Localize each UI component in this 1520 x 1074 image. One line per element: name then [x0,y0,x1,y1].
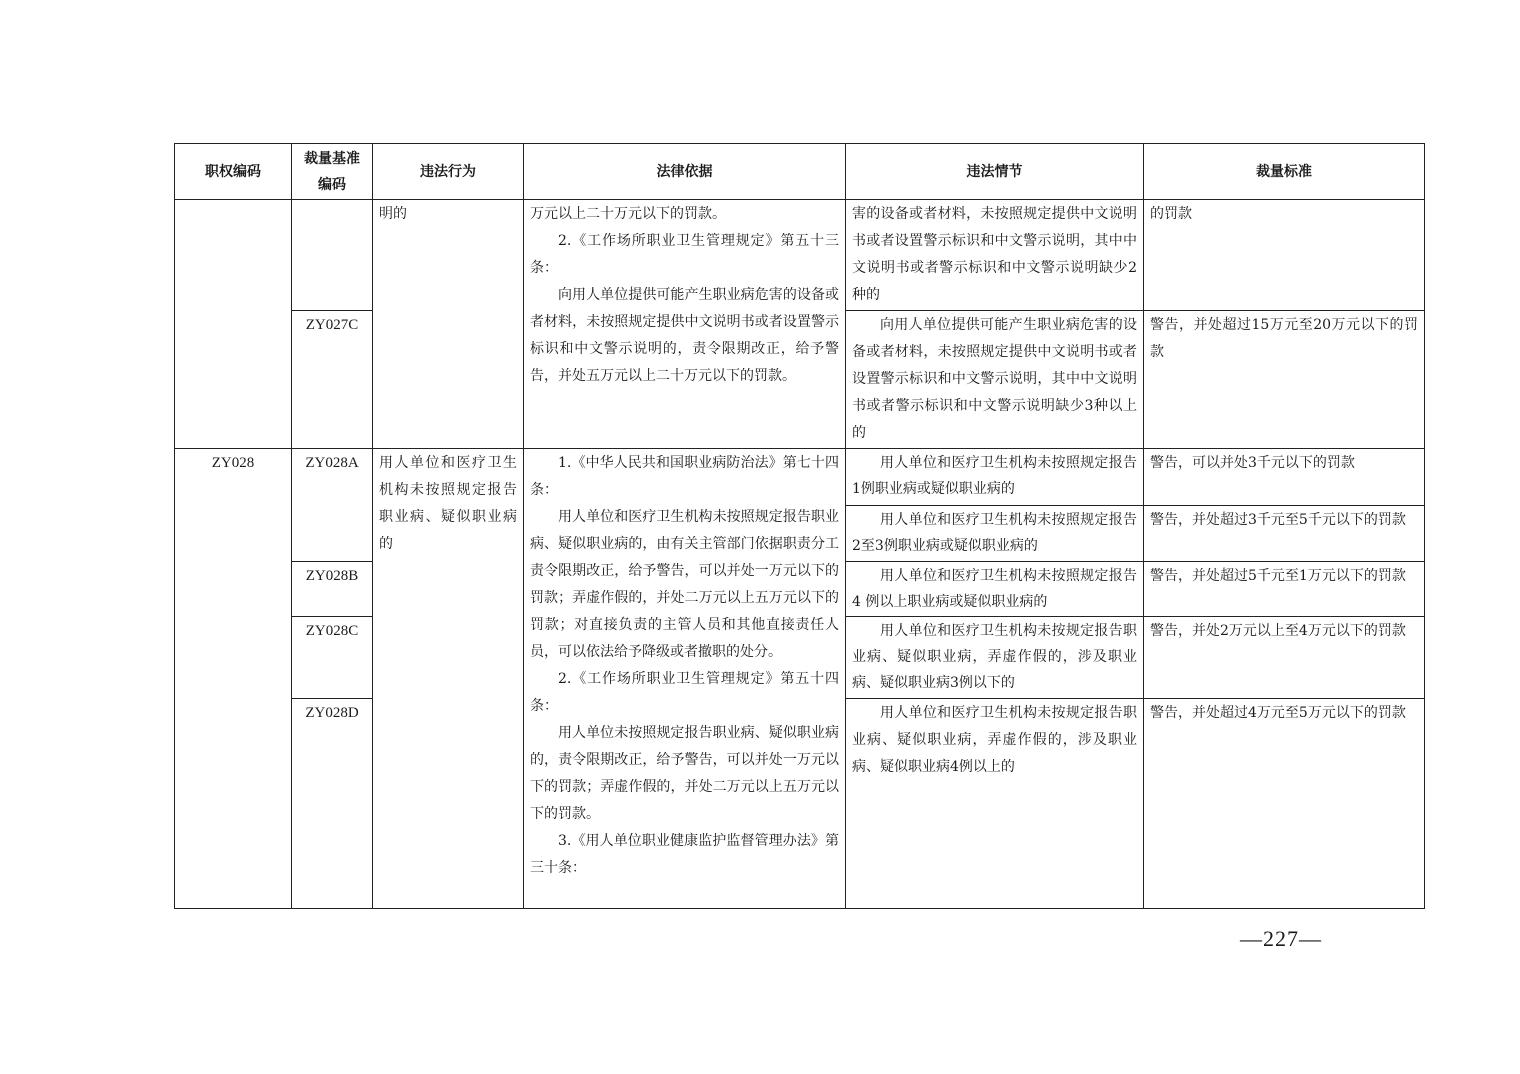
table-row [175,200,1425,311]
header-standard-code-line2: 编码 [318,176,346,193]
header-authority-code: 职权编码 [175,144,292,200]
header-circumstance: 违法情节 [846,144,1144,200]
standard-text: 的罚款 [1150,206,1192,222]
standard-text: 警告，并处超过5千元至1万元以下的罚款 [1150,568,1406,584]
circumstance-text: 向用人单位提供可能产生职业病危害的设备或者材料，未按照规定提供中文说明书或者设置警示标识和中文警示说明，其中中文说明书或者警示标识和中文警示说明缺少3种以上的 [852,317,1137,441]
basis-paragraph: 1.《中华人民共和国职业病防治法》第七十四条： [530,455,839,498]
authority-code-cell-empty [175,200,292,449]
violation-text: 用人单位和医疗卫生机构未按照规定报告职业病、疑似职业病的 [379,455,517,552]
standard-cell [1144,562,1425,617]
circumstance-text: 用人单位和医疗卫生机构未按照规定报告 4 例以上职业病或疑似职业病的 [852,568,1137,610]
circumstance-cell [846,562,1144,617]
circumstance-text: 用人单位和医疗卫生机构未按照规定报告2至3例职业病或疑似职业病的 [852,512,1137,554]
circumstance-text: 用人单位和医疗卫生机构未按规定报告职业病、疑似职业病，弄虚作假的，涉及职业病、疑似职业病4例以上的 [852,705,1137,775]
circumstance-cell [846,699,1144,909]
basis-paragraph: 3.《用人单位职业健康监护监督管理办法》第三十条： [530,833,839,876]
standard-cell [1144,699,1425,909]
standard-text: 警告，并处超过15万元至20万元以下的罚款 [1150,317,1418,360]
basis-paragraph: 万元以上二十万元以下的罚款。 [530,206,726,222]
header-standard-code-line1: 裁量基准 [304,150,360,167]
standard-text: 警告，并处超过4万元至5万元以下的罚款 [1150,705,1406,721]
circumstance-text: 用人单位和医疗卫生机构未按照规定报告1例职业病或疑似职业病的 [852,455,1137,497]
table-header-row [175,144,1425,200]
legal-basis-cell [524,449,846,909]
standard-cell [1144,506,1425,562]
violation-cell [373,449,524,909]
circumstance-text: 用人单位和医疗卫生机构未按规定报告职业病、疑似职业病，弄虚作假的，涉及职业病、疑似职业病3例以下的 [852,623,1137,691]
legal-basis-cell [524,200,846,449]
header-standard-code [292,144,373,200]
circumstance-text: 害的设备或者材料，未按照规定提供中文说明书或者设置警示标识和中文警示说明，其中中文说明书或者警示标识和中文警示说明缺少2种的 [852,206,1137,303]
circumstance-cell [846,506,1144,562]
standard-cell [1144,200,1425,311]
violation-text: 明的 [379,206,407,222]
basis-paragraph: 2.《工作场所职业卫生管理规定》第五十三条： [530,233,839,276]
discretion-standard-table [174,143,1425,909]
violation-cell [373,200,524,449]
standard-text: 警告，并处2万元以上至4万元以下的罚款 [1150,623,1406,639]
standard-cell [1144,449,1425,506]
basis-paragraph: 用人单位和医疗卫生机构未按照规定报告职业病、疑似职业病的，由有关主管部门依据职责分工责令限期改正，给予警告，可以并处一万元以下的罚款；弄虚作假的，并处二万元以上五万元以下的罚款；对直接负责的主管人员和其他直接责任人员，可以依法给予降级或者撤职的处分。 [530,509,839,660]
header-standard: 裁量标准 [1144,144,1425,200]
header-violation: 违法行为 [373,144,524,200]
standard-code-ZY028C: ZY028C [292,617,373,699]
circumstance-cell [846,449,1144,506]
standard-text: 警告，并处超过3千元至5千元以下的罚款 [1150,512,1406,528]
circumstance-cell [846,311,1144,449]
basis-paragraph: 2.《工作场所职业卫生管理规定》第五十四条： [530,671,839,714]
standard-code-ZY028B: ZY028B [292,562,373,617]
page-number: —227— [1240,926,1322,951]
table-row [175,449,1425,506]
standard-code-ZY028A: ZY028A [292,449,373,562]
standard-text: 警告，可以并处3千元以下的罚款 [1150,455,1355,471]
standard-cell [1144,311,1425,449]
circumstance-cell [846,200,1144,311]
basis-paragraph: 向用人单位提供可能产生职业病危害的设备或者材料，未按照规定提供中文说明书或者设置警示标识和中文警示说明的，责令限期改正，给予警告，并处五万元以上二十万元以下的罚款。 [530,287,839,384]
standard-code-cell-empty [292,200,373,311]
circumstance-cell [846,617,1144,699]
standard-cell [1144,617,1425,699]
basis-paragraph: 用人单位未按照规定报告职业病、疑似职业病的，责令限期改正，给予警告，可以并处一万元以下的罚款；弄虚作假的，并处二万元以上五万元以下的罚款。 [530,725,839,822]
header-legal-basis: 法律依据 [524,144,846,200]
standard-code-ZY028D: ZY028D [292,699,373,909]
authority-code-ZY028: ZY028 [175,449,292,909]
standard-code-ZY027C: ZY027C [292,311,373,449]
